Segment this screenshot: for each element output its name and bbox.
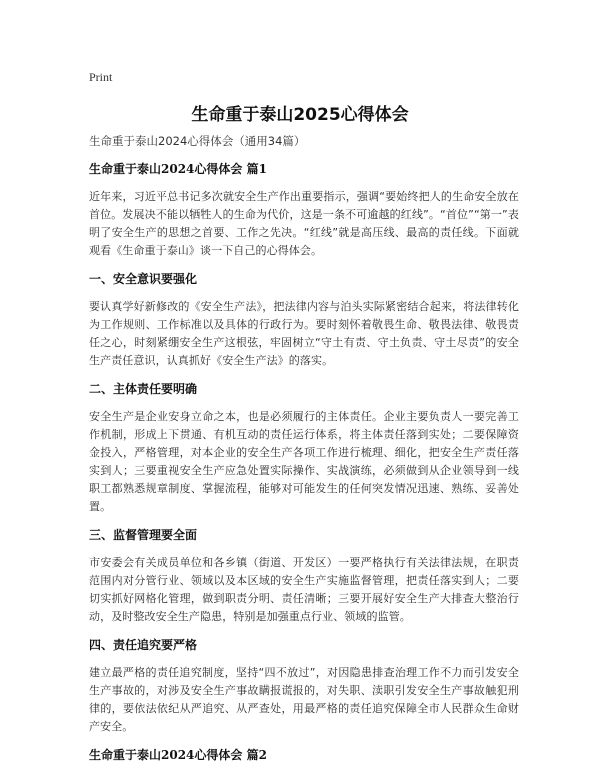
print-label[interactable]: Print bbox=[89, 70, 113, 84]
section-paragraph-safety-awareness: 要认真学好新修改的《安全生产法》，把法律内容与泊头实际紧密结合起来，将法律转化为工作规则、工作标准以及具体的行政行为。要时刻怀着敬畏生命、敬畏法律、敬畏责任之心，时刻紧绷安全生产这根弦，牢固树立“守土有责、守土负责、守土尽责”的安全生产责任意识，认真抓好《安全生产法》的落实。 bbox=[89, 300, 519, 367]
section-heading-safety-awareness: 一、安全意识要强化 bbox=[89, 272, 198, 286]
section-heading-accountability: 四、责任追究要严格 bbox=[89, 638, 198, 652]
document-body bbox=[89, 133, 519, 774]
section-heading-supervision: 三、监督管理要全面 bbox=[89, 528, 198, 542]
section-heading-main-responsibility: 二、主体责任要明确 bbox=[89, 382, 198, 396]
section-paragraph-main-responsibility: 安全生产是企业安身立命之本，也是必须履行的主体责任。企业主要负责人一要完善工作机制，形成上下贯通、有机互动的责任运行体系，将主体责任落到实处；二要保障资金投入，严格管理，对本企业的安全生产各项工作进行梳理、细化，把安全生产责任落实到人；三要重视安全生产应急处置实际操作、实战演练，必须做到从企业领导到一线职工都熟悉规章制度、掌握流程，能够对可能发生的任何突发情况迅速、熟练、妥善处置。 bbox=[89, 410, 519, 513]
article-heading-1: 生命重于泰山2024心得体会 篇1 bbox=[89, 162, 267, 176]
article-heading-2: 生命重于泰山2024心得体会 篇2 bbox=[89, 748, 267, 762]
document-subtitle: 生命重于泰山2024心得体会（通用34篇） bbox=[89, 134, 306, 148]
page-title: 生命重于泰山2025心得体会 bbox=[191, 105, 409, 125]
section-paragraph-supervision: 市安委会有关成员单位和各乡镇（街道、开发区）一要严格执行有关法律法规，在职责范围内对分管行业、领域以及本区域的安全生产实施监督管理，把责任落实到人；二要切实抓好网格化管理，做到职责分明、责任清晰；三要开展好安全生产大排查大整治行动，及时整改安全生产隐患，特别是加强重点行业、领域的监管。 bbox=[89, 556, 519, 623]
article-intro-paragraph: 近年来，习近平总书记多次就安全生产作出重要指示，强调“要始终把人的生命安全放在首位。发展决不能以牺牲人的生命为代价，这是一条不可逾越的红线”。“首位”“第一”表明了安全生产的思想之首要、工作之先决。“红线”就是高压线、最高的责任线。下面就观看《生命重于泰山》谈一下自己的心得体会。 bbox=[89, 190, 519, 257]
section-paragraph-accountability: 建立最严格的责任追究制度，坚持“四不放过”，对因隐患排查治理工作不力而引发安全生产事故的，对涉及安全生产事故瞒报谎报的，对失职、渎职引发安全生产事故触犯刑律的，要依法依纪从严追究、从严查处，用最严格的责任追究保障全市人民群众生命财产安全。 bbox=[89, 666, 519, 733]
